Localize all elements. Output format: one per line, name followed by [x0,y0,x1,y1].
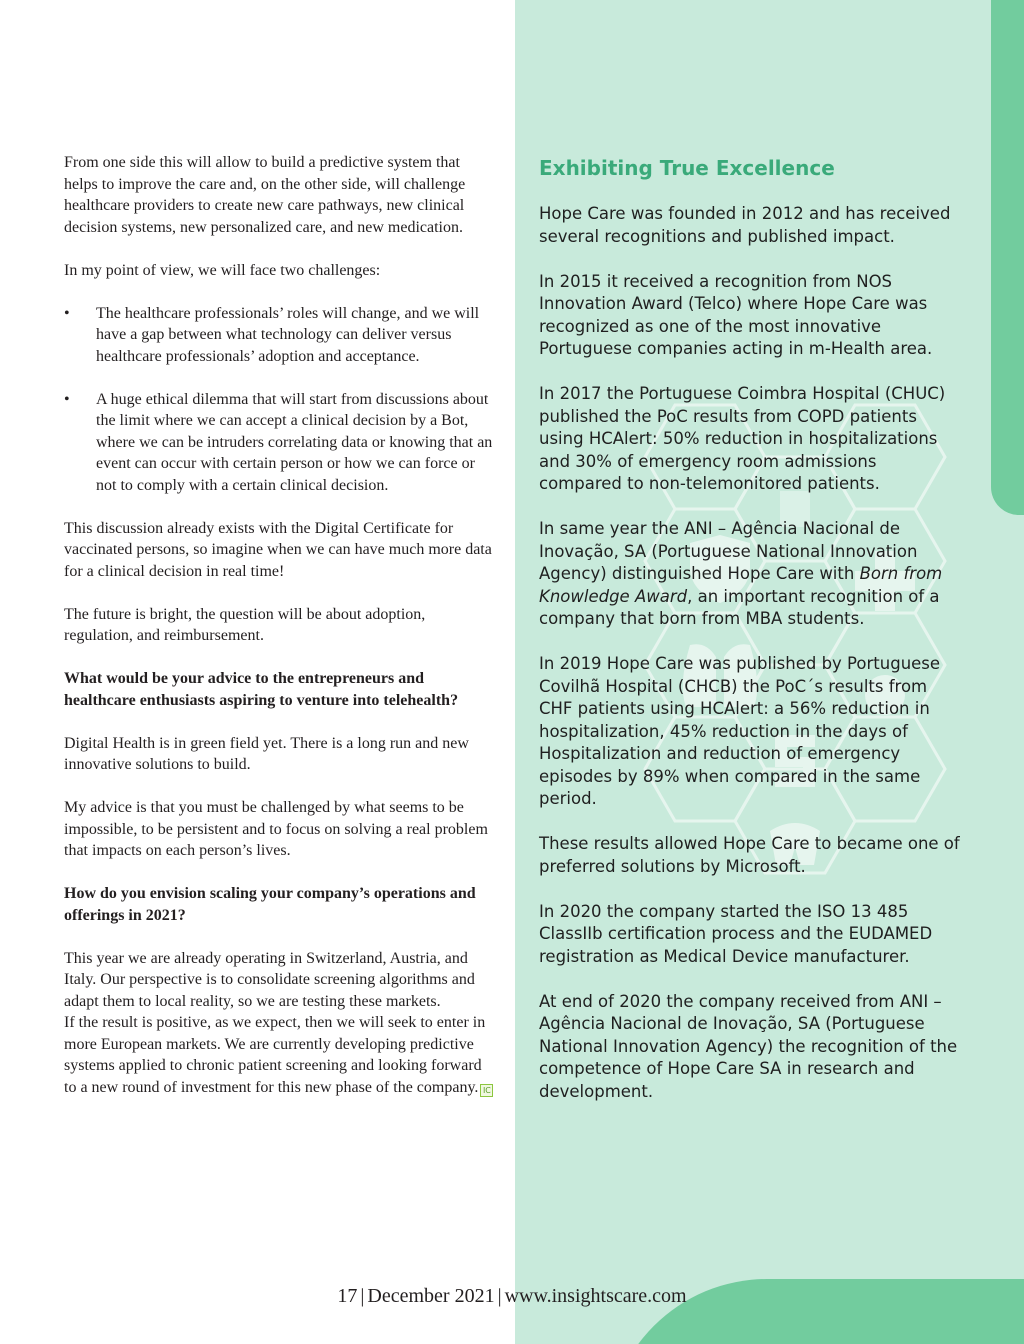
article-end-mark-icon: IC [480,1084,493,1097]
sidebar-paragraph-text: , an important recognition of a company that born from MBA students. [539,586,940,628]
body-paragraph-text: If the result is positive, as we expect, then we will seek to enter in more European markets. We are currently developing predictive systems applied to chronic patient screening and looking forward to a new round of investment for this new phase of the company. [64,1014,486,1096]
interview-question: How do you envision scaling your company’s operations and offerings in 2021? [64,885,476,924]
body-paragraph: My advice is that you must be challenged by what seems to be impossible, to be persistent and to focus on solving a real problem that impacts on each person’s lives. [64,799,488,859]
body-paragraph: This year we are already operating in Switzerland, Austria, and Italy. Our perspective is to consolidate screening algorithms and adapt them to local reality, so we are testing these markets. [64,949,475,1010]
bullet-mark: • [64,390,70,408]
issue-date: December 2021 [367,1285,495,1307]
sidebar-paragraph [539,518,964,631]
body-paragraph: The future is bright, the question will be about adoption, regulation, and reimbursement. [64,605,426,644]
sidebar-paragraph: These results allowed Hope Care to became one of preferred solutions by Microsoft. [539,834,960,876]
sidebar-paragraph: In 2020 the company started the ISO 13 485 ClassIIb certification process and the EUDAMED registration as Medical Device manufacturer. [539,901,933,966]
sidebar-paragraph: At end of 2020 the company received from ANI – Agência Nacional de Inovação, SA (Portuguese National Innovation Agency) the recognition of the competence of Hope Care SA in research and development. [539,991,958,1101]
article-left-column [64,152,496,1098]
footer-separator: | [497,1285,502,1307]
list-item [64,303,496,368]
sidebar-paragraph-text: In same year the ANI – Agência Nacional de Inovação, SA (Portuguese National Innovation Agency) distinguished Hope Care with [539,519,918,583]
list-item-text: The healthcare professionals’ roles will change, and we will have a gap between what technology can deliver versus healthcare professionals’ adoption and acceptance. [96,304,480,365]
page-footer [0,1283,1024,1309]
sidebar-paragraph: In 2019 Hope Care was published by Portuguese Covilhã Hospital (CHCB) the PoC´s results from CHF patients using HCAlert: a 56% reduction in hospitalization, 45% reduction in the days of Hospitalization and reduction of emergency episodes by 89% when compared in the same period. [539,654,941,808]
list-item-text: A huge ethical dilemma that will start from discussions about the limit where we can accept a clinical decision by a Bot, where we can be intruders correlating data or knowing that an event can occur with certain person or how we can force or not to comply with a certain clinical decision. [96,390,493,494]
challenges-list [64,303,496,497]
page-number: 17 [337,1285,358,1307]
website-link[interactable]: www.insightscare.com [504,1285,687,1307]
sidebar-paragraph: Hope Care was founded in 2012 and has received several recognitions and published impact. [539,204,951,246]
bullet-mark: • [64,304,70,322]
footer-separator: | [360,1285,365,1307]
page-edge-tab [991,0,1024,515]
sidebar-heading: Exhibiting True Excellence [539,156,835,180]
interview-question: What would be your advice to the entrepreneurs and healthcare enthusiasts aspiring to venture into telehealth? [64,670,459,709]
list-item [64,389,496,497]
body-paragraph: This discussion already exists with the Digital Certificate for vaccinated persons, so imagine when we can have much more data for a clinical decision in real time! [64,519,492,580]
sidebar-paragraph: In 2015 it received a recognition from NOS Innovation Award (Telco) where Hope Care was recognized as one of the most innovative Portuguese companies acting in m-Health area. [539,271,933,358]
body-paragraph: From one side this will allow to build a predictive system that helps to improve the care and, on the other side, will challenge healthcare providers to create new care pathways, new clinical decision systems, new personalized care, and new medication. [64,154,466,236]
sidebar-column [539,153,964,1126]
body-paragraph: In my point of view, we will face two challenges: [64,261,381,279]
body-paragraph: Digital Health is in green field yet. There is a long run and new innovative solutions to build. [64,734,469,773]
body-paragraph [64,1012,496,1098]
sidebar-paragraph: In 2017 the Portuguese Coimbra Hospital (CHUC) published the PoC results from COPD patients using HCAlert: 50% reduction in hospitalizations and 30% of emergency room admissions compared to non-telemonitored patients. [539,384,946,493]
award-name: Born from Knowledge Award [539,564,943,606]
